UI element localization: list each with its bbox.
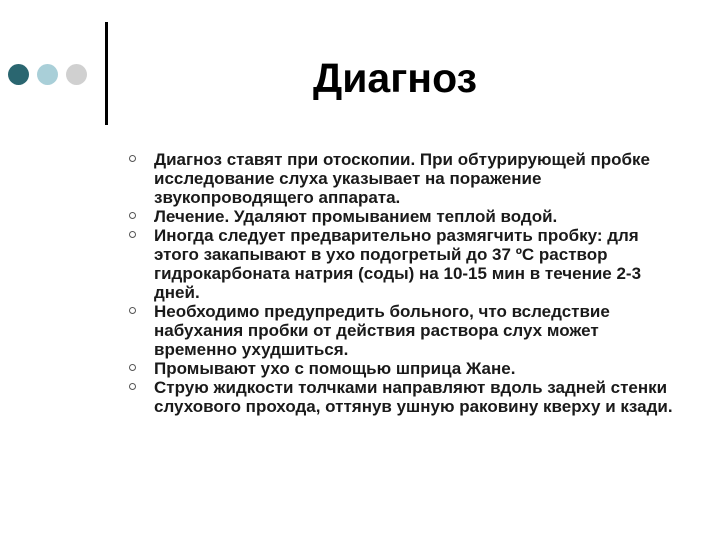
bullet-item (0, 226, 720, 302)
bullet-text: Промывают ухо с помощью шприца Жане. (154, 359, 516, 378)
bullet-item (0, 302, 720, 359)
bullet-circle-icon (129, 212, 136, 219)
bullet-text: Струю жидкости толчками направляют вдоль задней стенки слухового прохода, оттянув ушную раковину кверху и кзади. (154, 378, 673, 416)
bullet-circle-icon (129, 307, 136, 314)
bullet-text: Необходимо предупредить больного, что вследствие набухания пробки от действия раствора слух может временно ухудшиться. (154, 302, 610, 359)
bullet-item (0, 378, 720, 416)
bullet-text: Лечение. Удаляют промыванием теплой водой. (154, 207, 558, 226)
bullet-circle-icon (129, 364, 136, 371)
slide-title: Диагноз (313, 55, 477, 101)
bullet-circle-icon (129, 383, 136, 390)
dot-dark-icon (8, 64, 29, 85)
bullet-circle-icon (129, 231, 136, 238)
decorative-dots (8, 64, 98, 86)
bullet-text: Диагноз ставят при отоскопии. При обтурирующей пробке исследование слуха указывает на поражение звукопроводящего аппарата. (154, 150, 650, 207)
bullet-item (0, 359, 720, 378)
bullet-item (0, 207, 720, 226)
bullet-text: Иногда следует предварительно размягчить пробку: для этого закапывают в ухо подогретый до 37 ºС раствор гидрокарбоната натрия (соды) на 10-15 мин в течение 2-3 дней. (154, 226, 642, 302)
dot-gray-icon (66, 64, 87, 85)
bullet-circle-icon (129, 155, 136, 162)
dot-light-blue-icon (37, 64, 58, 85)
bullet-list (0, 150, 720, 416)
title-divider-line (105, 22, 108, 125)
bullet-item (0, 150, 720, 207)
